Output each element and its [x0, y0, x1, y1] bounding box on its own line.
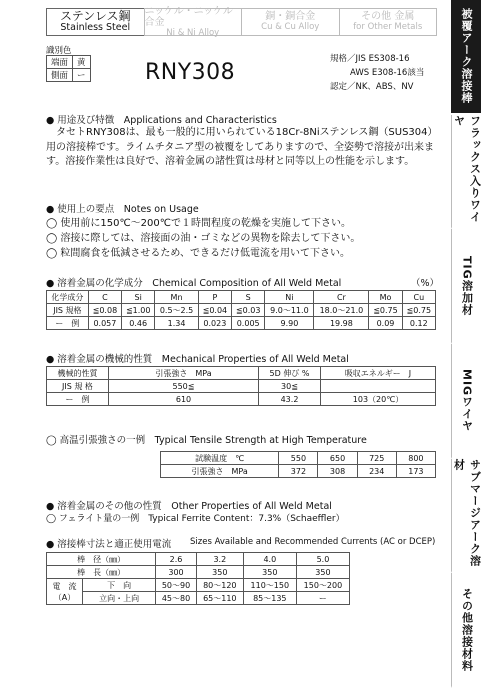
mechanical-heading: ● 溶着金属の機械的性質 Mechanical Properties of All Weld Metal: [46, 354, 349, 365]
table-cell: 308: [318, 465, 357, 478]
chemical-heading: ● 溶着金属の化学成分 Chemical Composition of All Weld Metal: [46, 278, 342, 289]
table-cell: 550: [279, 452, 318, 465]
table-cell: Mn: [155, 291, 198, 304]
table-cell: 0.005: [232, 317, 265, 330]
table-cell: 2.6: [156, 553, 197, 566]
table-cell: [321, 380, 436, 393]
table-row: [161, 465, 436, 478]
table-cell: 0.09: [369, 317, 402, 330]
tab-ni-alloy[interactable]: ニッケル・ニッケル合金 Ni & Ni Alloy: [144, 8, 243, 36]
table-cell: 0.12: [402, 317, 435, 330]
table-cell: 173: [396, 465, 435, 478]
table-cell: 372: [279, 465, 318, 478]
table-cell: 18.0〜21.0: [314, 304, 369, 317]
standard-jis: 規格／JIS ES308-16: [330, 54, 410, 64]
applications-text: タセトRNY308は、最も一般的に用いられている18Cr‐8Niステンレス鋼（SUS304）用の溶接棒です。ライムチタニア型の被覆をしてありますので、全姿勢で溶接が出来ます。溶接作業性は良好で、溶着金属の諸性質は母材と同等以上の性能を示します。: [46, 127, 438, 167]
table-cell: ー: [73, 69, 91, 82]
table-row: [47, 592, 350, 605]
standard-aws: AWS E308-16該当: [350, 68, 425, 78]
table-cell: Ni: [265, 291, 314, 304]
table-cell: 43.2: [259, 393, 321, 406]
table-cell: 端面: [47, 56, 73, 69]
table-cell: 300: [156, 566, 197, 579]
table-row: [47, 367, 436, 380]
chemical-table: [46, 290, 436, 330]
sizes-heading: ● 溶接棒寸法と適正使用電流: [46, 539, 172, 550]
tab-cu-alloy[interactable]: 銅・銅合金 Cu & Cu Alloy: [241, 8, 340, 36]
sidebar-item-covered-electrode[interactable]: 被覆アーク溶接棒: [451, 0, 481, 115]
sidebar-item-flux-cored-wire[interactable]: フラックス入りワイヤ: [451, 115, 481, 230]
table-cell: 吸収エネルギー J: [321, 367, 436, 380]
table-cell: 5D 伸び %: [259, 367, 321, 380]
table-cell: 下 向: [83, 579, 156, 592]
sizes-heading-en: Sizes Available and Recommended Currents (AC or DCEP): [190, 537, 436, 547]
product-sidebar: [451, 0, 481, 688]
table-cell: 45〜80: [156, 592, 197, 605]
table-cell: 650: [318, 452, 357, 465]
tensile-high-heading: ◯ 高温引張強さの一例 Typical Tensile Strength at High Temperature: [46, 435, 367, 446]
table-cell: 350: [296, 566, 349, 579]
table-cell: 5.0: [296, 553, 349, 566]
table-cell: Si: [122, 291, 155, 304]
ferrite-note: ◯ フェライト量の一例 Typical Ferrite Content：7.3%（Schaeffler）: [46, 514, 345, 524]
table-cell: ≦0.04: [198, 304, 231, 317]
table-cell: 85〜135: [243, 592, 296, 605]
table-cell: 65〜110: [196, 592, 243, 605]
applications-heading: ● 用途及び特徴 Applications and Characteristics: [46, 115, 277, 126]
category-tabs: [46, 5, 436, 38]
tensile-high-table: [160, 451, 436, 478]
table-row: [47, 304, 436, 317]
table-cell: 110〜150: [243, 579, 296, 592]
identification-label: 識別色: [46, 46, 72, 56]
table-cell: 0.5〜2.5: [155, 304, 198, 317]
table-cell: Cu: [402, 291, 435, 304]
table-cell: 棒 径（㎜）: [47, 553, 156, 566]
table-cell: 試験温度 ℃: [161, 452, 279, 465]
table-cell: 550≦: [109, 380, 259, 393]
table-cell: P: [198, 291, 231, 304]
standards-block: [330, 52, 424, 94]
mechanical-table: [46, 366, 436, 406]
usage-note: ◯ 溶接に際しては、溶接面の油・ゴミなどの異物を除去して下さい。: [46, 233, 361, 244]
table-cell: 0.057: [88, 317, 121, 330]
tab-stainless-steel[interactable]: ステンレス鋼 Stainless Steel: [46, 8, 145, 36]
table-cell: 3.2: [196, 553, 243, 566]
sidebar-item-submerged-arc[interactable]: サブマージアーク溶材: [451, 459, 481, 574]
table-cell: 化学成分: [47, 291, 89, 304]
table-cell: ≦0.75: [402, 304, 435, 317]
table-cell: 機械的性質: [47, 367, 109, 380]
table-row: [47, 56, 91, 69]
table-row: [47, 393, 436, 406]
table-cell: 19.98: [314, 317, 369, 330]
table-cell: 立向・上向: [83, 592, 156, 605]
current-unit: （A）: [53, 592, 76, 602]
table-cell: ー 例: [47, 317, 89, 330]
table-cell: 0.023: [198, 317, 231, 330]
sidebar-item-tig-filler[interactable]: TIG溶加材: [451, 229, 481, 344]
table-cell: JIS 規格: [47, 304, 89, 317]
table-cell: Cr: [314, 291, 369, 304]
table-cell: 1.34: [155, 317, 198, 330]
table-cell: [47, 579, 83, 605]
table-cell: ー 例: [47, 393, 109, 406]
usage-note: ◯ 使用前に150℃〜200℃で１時間程度の乾燥を実施して下さい。: [46, 218, 352, 229]
table-cell: 350: [243, 566, 296, 579]
table-row: [47, 69, 91, 82]
chemical-unit: （%）: [411, 278, 440, 289]
table-cell: 80〜120: [196, 579, 243, 592]
table-cell: 黄: [73, 56, 91, 69]
table-cell: 350: [196, 566, 243, 579]
table-cell: 9.90: [265, 317, 314, 330]
table-cell: 棒 長（㎜）: [47, 566, 156, 579]
standard-approvals: 認定／NK、ABS、NV: [330, 82, 414, 92]
table-cell: 150〜200: [296, 579, 349, 592]
table-cell: ≦0.03: [232, 304, 265, 317]
table-cell: 引張強さ MPa: [109, 367, 259, 380]
table-row: [47, 579, 350, 592]
table-cell: 引張強さ MPa: [161, 465, 279, 478]
table-row: [47, 291, 436, 304]
table-cell: 610: [109, 393, 259, 406]
table-row: [47, 317, 436, 330]
table-row: [47, 553, 350, 566]
table-cell: C: [88, 291, 121, 304]
identification-table: [46, 55, 91, 82]
table-cell: 側面: [47, 69, 73, 82]
table-cell: ≦1.00: [122, 304, 155, 317]
tab-other-metals[interactable]: その他 金属 for Other Metals: [339, 8, 438, 36]
table-cell: Mo: [369, 291, 402, 304]
sidebar-item-mig-wire[interactable]: MIGワイヤ: [451, 344, 481, 459]
table-cell: 30≦: [259, 380, 321, 393]
usage-note: ◯ 粒間腐食を低減させるため、できるだけ低電流を用いて下さい。: [46, 248, 350, 259]
table-cell: 50〜90: [156, 579, 197, 592]
table-cell: 800: [396, 452, 435, 465]
table-cell: 725: [357, 452, 396, 465]
table-cell: ー: [296, 592, 349, 605]
table-cell: 4.0: [243, 553, 296, 566]
usage-heading: ● 使用上の要点 Notes on Usage: [46, 204, 199, 215]
table-row: [47, 380, 436, 393]
table-cell: 103（20℃）: [321, 393, 436, 406]
other-heading: ● 溶着金属のその他の性質 Other Properties of All Weld Metal: [46, 501, 332, 512]
sidebar-item-other-materials[interactable]: その他溶接材料: [451, 573, 481, 688]
table-cell: ≦0.75: [369, 304, 402, 317]
table-row: [161, 452, 436, 465]
table-cell: 0.46: [122, 317, 155, 330]
product-title: RNY308: [145, 60, 236, 85]
current-label: 電 流: [52, 581, 77, 591]
table-cell: ≦0.08: [88, 304, 121, 317]
table-cell: 234: [357, 465, 396, 478]
sizes-table: [46, 552, 350, 605]
table-cell: S: [232, 291, 265, 304]
table-row: [47, 566, 350, 579]
table-cell: 9.0〜11.0: [265, 304, 314, 317]
table-cell: JIS 規 格: [47, 380, 109, 393]
